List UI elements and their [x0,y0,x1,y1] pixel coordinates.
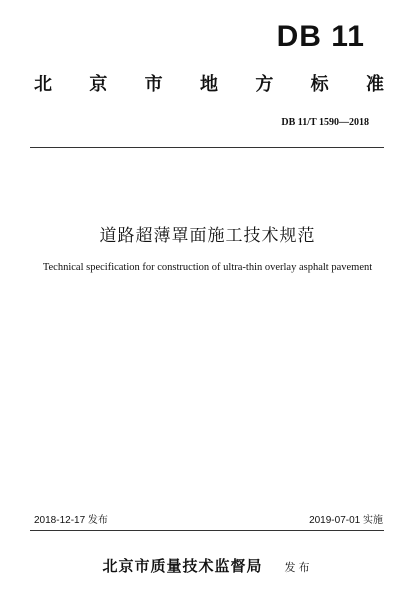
standard-number: DB 11/T 1590—2018 [281,117,369,128]
publish-label: 发布 [284,561,313,574]
category-char: 准 [365,74,384,95]
title-chinese: 道路超薄罩面施工技术规范 [99,226,316,246]
implementation-date: 2019-07-01 实施 [309,515,383,526]
bottom-divider [30,530,384,531]
publisher-row [0,558,415,574]
issue-date: 2018-12-17 发布 [34,515,108,526]
title-english: Technical specification for construction of ultra-thin overlay asphalt pavement [42,262,373,273]
category-char: 京 [89,74,108,95]
category-char: 标 [310,74,329,95]
publisher-name: 北京市质量技术监督局 [102,557,263,575]
category-char: 地 [199,74,218,95]
top-divider [30,147,384,148]
category-char: 北 [34,74,52,95]
standard-code: DB 11 [276,20,365,53]
category-char: 方 [255,74,274,95]
standard-category [34,76,384,94]
category-char: 市 [144,74,163,95]
